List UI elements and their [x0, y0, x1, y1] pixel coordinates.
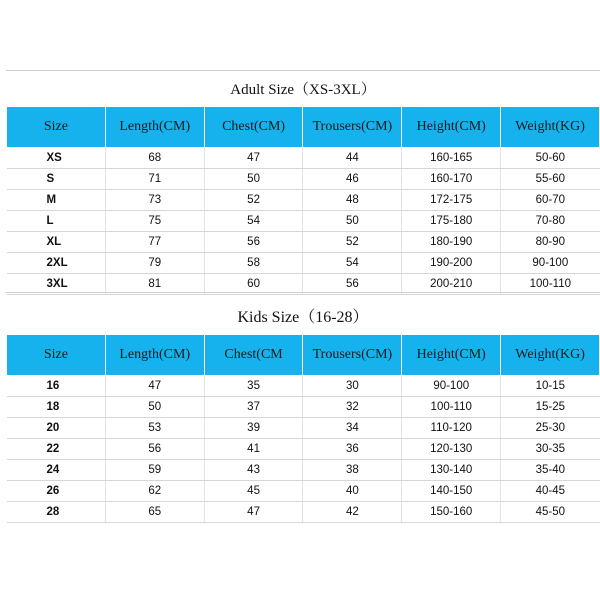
adult-cell-length: 79 — [105, 253, 204, 274]
adult-cell-height: 172-175 — [402, 190, 501, 211]
adult-cell-size: 3XL — [7, 274, 106, 295]
kids-cell-chest: 43 — [204, 460, 303, 481]
table-row — [7, 439, 600, 460]
adult-header-height: Height(CM) — [402, 107, 501, 148]
kids-cell-weight: 35-40 — [501, 460, 600, 481]
adult-cell-weight: 100-110 — [501, 274, 600, 295]
table-row — [7, 397, 600, 418]
kids-cell-height: 100-110 — [402, 397, 501, 418]
table-row — [7, 232, 600, 253]
table-row — [7, 253, 600, 274]
kids-cell-weight: 40-45 — [501, 481, 600, 502]
kids-cell-chest: 41 — [204, 439, 303, 460]
adult-cell-size: XS — [7, 148, 106, 169]
adult-cell-size: L — [7, 211, 106, 232]
kids-cell-length: 50 — [105, 397, 204, 418]
kids-header-trousers: Trousers(CM) — [303, 335, 402, 376]
top-divider — [6, 70, 600, 71]
kids-size-title: Kids Size（16-28） — [237, 309, 369, 326]
kids-header-row — [7, 335, 600, 376]
adult-header-row — [7, 107, 600, 148]
adult-header-trousers: Trousers(CM) — [303, 107, 402, 148]
kids-cell-weight: 25-30 — [501, 418, 600, 439]
kids-cell-height: 130-140 — [402, 460, 501, 481]
table-row — [7, 190, 600, 211]
adult-cell-height: 200-210 — [402, 274, 501, 295]
adult-size-table — [6, 106, 600, 295]
adult-cell-chest: 58 — [204, 253, 303, 274]
adult-cell-weight: 50-60 — [501, 148, 600, 169]
adult-cell-height: 160-170 — [402, 169, 501, 190]
adult-cell-chest: 56 — [204, 232, 303, 253]
adult-header-chest: Chest(CM) — [204, 107, 303, 148]
adult-cell-length: 77 — [105, 232, 204, 253]
kids-cell-length: 65 — [105, 502, 204, 523]
kids-cell-weight: 10-15 — [501, 376, 600, 397]
kids-cell-trousers: 42 — [303, 502, 402, 523]
table-row — [7, 211, 600, 232]
adult-cell-weight: 60-70 — [501, 190, 600, 211]
size-chart — [6, 70, 600, 522]
kids-header-height: Height(CM) — [402, 335, 501, 376]
adult-cell-size: M — [7, 190, 106, 211]
table-row — [7, 502, 600, 523]
adult-cell-chest: 52 — [204, 190, 303, 211]
kids-cell-size: 20 — [7, 418, 106, 439]
table-row — [7, 376, 600, 397]
adult-cell-size: S — [7, 169, 106, 190]
adult-header-size: Size — [7, 107, 106, 148]
kids-cell-trousers: 40 — [303, 481, 402, 502]
kids-cell-height: 120-130 — [402, 439, 501, 460]
kids-cell-trousers: 32 — [303, 397, 402, 418]
kids-cell-length: 56 — [105, 439, 204, 460]
kids-cell-chest: 37 — [204, 397, 303, 418]
table-row — [7, 418, 600, 439]
adult-header-length: Length(CM) — [105, 107, 204, 148]
kids-cell-weight: 15-25 — [501, 397, 600, 418]
kids-cell-trousers: 30 — [303, 376, 402, 397]
adult-cell-length: 75 — [105, 211, 204, 232]
adult-cell-trousers: 44 — [303, 148, 402, 169]
adult-cell-trousers: 52 — [303, 232, 402, 253]
table-row — [7, 169, 600, 190]
kids-cell-size: 18 — [7, 397, 106, 418]
kids-cell-length: 59 — [105, 460, 204, 481]
kids-cell-trousers: 38 — [303, 460, 402, 481]
kids-cell-size: 22 — [7, 439, 106, 460]
adult-cell-trousers: 48 — [303, 190, 402, 211]
kids-cell-trousers: 36 — [303, 439, 402, 460]
adult-cell-trousers: 56 — [303, 274, 402, 295]
adult-cell-length: 81 — [105, 274, 204, 295]
adult-cell-weight: 70-80 — [501, 211, 600, 232]
adult-cell-size: XL — [7, 232, 106, 253]
kids-cell-chest: 45 — [204, 481, 303, 502]
adult-cell-size: 2XL — [7, 253, 106, 274]
adult-cell-height: 175-180 — [402, 211, 501, 232]
kids-header-weight: Weight(KG) — [501, 335, 600, 376]
adult-cell-trousers: 50 — [303, 211, 402, 232]
adult-cell-height: 160-165 — [402, 148, 501, 169]
kids-cell-height: 110-120 — [402, 418, 501, 439]
kids-cell-chest: 47 — [204, 502, 303, 523]
adult-cell-trousers: 46 — [303, 169, 402, 190]
adult-cell-height: 190-200 — [402, 253, 501, 274]
kids-cell-size: 16 — [7, 376, 106, 397]
adult-cell-length: 68 — [105, 148, 204, 169]
kids-cell-size: 26 — [7, 481, 106, 502]
adult-cell-trousers: 54 — [303, 253, 402, 274]
adult-cell-weight: 55-60 — [501, 169, 600, 190]
kids-cell-chest: 35 — [204, 376, 303, 397]
kids-cell-size: 24 — [7, 460, 106, 481]
table-row — [7, 460, 600, 481]
kids-cell-weight: 30-35 — [501, 439, 600, 460]
kids-cell-length: 47 — [105, 376, 204, 397]
kids-cell-height: 90-100 — [402, 376, 501, 397]
kids-cell-weight: 45-50 — [501, 502, 600, 523]
adult-cell-height: 180-190 — [402, 232, 501, 253]
adult-cell-chest: 47 — [204, 148, 303, 169]
kids-header-size: Size — [7, 335, 106, 376]
adult-header-weight: Weight(KG) — [501, 107, 600, 148]
kids-cell-height: 140-150 — [402, 481, 501, 502]
adult-cell-weight: 90-100 — [501, 253, 600, 274]
adult-cell-length: 71 — [105, 169, 204, 190]
adult-size-title: Adult Size（XS-3XL） — [230, 82, 376, 98]
kids-header-length: Length(CM) — [105, 335, 204, 376]
adult-cell-chest: 60 — [204, 274, 303, 295]
kids-header-chest: Chest(CM — [204, 335, 303, 376]
section-divider — [6, 292, 600, 293]
kids-cell-length: 62 — [105, 481, 204, 502]
adult-cell-chest: 54 — [204, 211, 303, 232]
table-row — [7, 148, 600, 169]
adult-cell-weight: 80-90 — [501, 232, 600, 253]
kids-cell-chest: 39 — [204, 418, 303, 439]
adult-cell-chest: 50 — [204, 169, 303, 190]
kids-size-table — [6, 334, 600, 523]
kids-cell-height: 150-160 — [402, 502, 501, 523]
kids-cell-trousers: 34 — [303, 418, 402, 439]
kids-cell-size: 28 — [7, 502, 106, 523]
table-row — [7, 481, 600, 502]
adult-cell-length: 73 — [105, 190, 204, 211]
kids-cell-length: 53 — [105, 418, 204, 439]
